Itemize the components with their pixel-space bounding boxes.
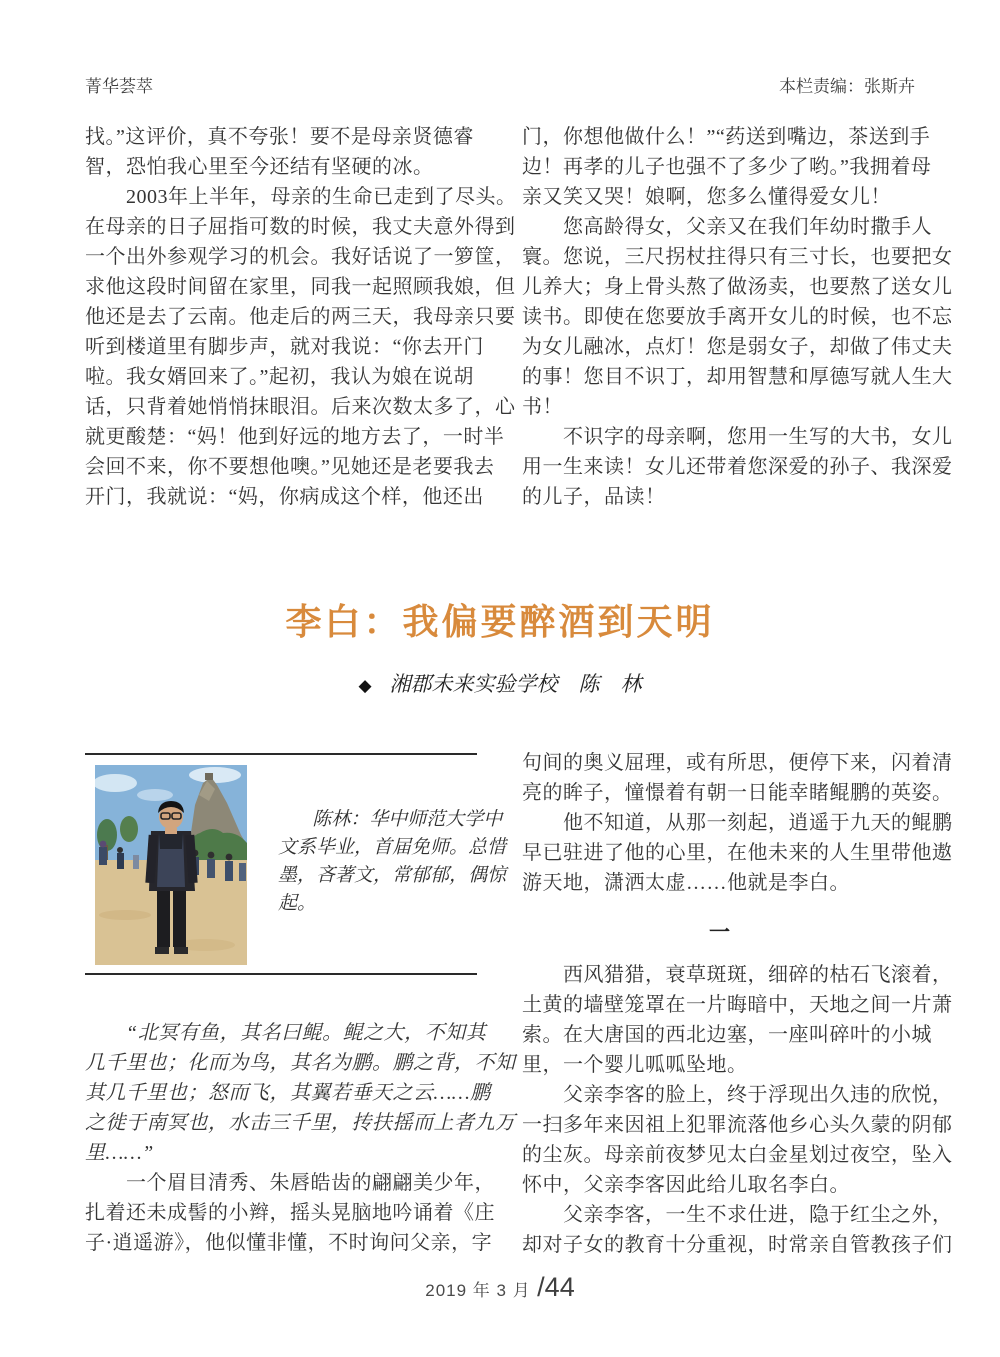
text-line: 儿养大；身上骨头熬了做汤卖，也要熬了送女儿 [522, 276, 953, 298]
text-line: 一扫多年来因祖上犯罪流落他乡心头久蒙的阴郁 [522, 1114, 953, 1136]
text-line: 父亲李客，一生不求仕进，隐于红尘之外， [522, 1204, 953, 1226]
text-line: 起。 [278, 893, 317, 914]
author-bio [278, 806, 507, 918]
text-line: 边！再孝的儿子也强不了多少了哟。”我拥着母 [522, 156, 932, 178]
text-line: 的事！您目不识丁，却用智慧和厚德写就人生大 [522, 366, 953, 388]
text-line: “北冥有鱼，其名曰鲲。鲲之大，不知其 [85, 1022, 487, 1044]
text-line: 扎着还未成髻的小辫，摇头晃脑地吟诵着《庄 [85, 1202, 495, 1224]
article-byline [0, 668, 1000, 698]
text-line: 为女儿融冰，点灯！您是弱女子，却做了伟丈夫 [522, 336, 953, 358]
page-footer [0, 1272, 1000, 1303]
text-line: 智，恐怕我心里至今还结有坚硬的冰。 [85, 156, 434, 178]
text-line: 他还是去了云南。他走后的两三天，我母亲只要 [85, 306, 516, 328]
text-line: 一个出外参观学习的机会。我好话说了一箩筐， [85, 246, 516, 268]
column-name: 菁华荟萃 [85, 77, 153, 96]
prev-article-right-column [522, 122, 953, 512]
article-left-quote [85, 1018, 516, 1168]
prev-article-left-column [85, 122, 517, 512]
text-line: 找。”这评价，真不夸张！要不是母亲贤德睿 [85, 126, 474, 148]
text-line: 怀中，父亲李客因此给儿取名李白。 [522, 1174, 850, 1196]
text-line: 门，你想他做什么！”“药送到嘴边，茶送到手 [522, 126, 931, 148]
text-line: 求他这段时间留在家里，同我一起照顾我娘，但 [85, 276, 516, 298]
text-line: 读书。即使在您要放手离开女儿的时候，也不忘 [522, 306, 953, 328]
text-line: 的儿子，品读！ [522, 486, 666, 508]
text-line: 亮的眸子，憧憬着有朝一日能幸睹鲲鹏的英姿。 [522, 782, 953, 804]
text-line: 子·逍遥游》，他似懂非懂，不时询问父亲，字 [85, 1232, 493, 1254]
text-line: 父亲李客的脸上，终于浮现出久违的欣悦， [522, 1084, 953, 1106]
article-left-body [85, 1168, 495, 1258]
text-line: 不识字的母亲啊，您用一生写的大书，女儿 [522, 426, 953, 448]
text-line: 之徙于南冥也，水击三千里，抟扶摇而上者九万 [85, 1112, 516, 1134]
text-line: 其几千里也；怒而飞，其翼若垂天之云……鹏 [85, 1082, 491, 1104]
text-line: 却对子女的教育十分重视，时常亲自管教孩子们 [522, 1234, 953, 1256]
text-line: 早已驻进了他的心里，在他未来的人生里带他遨 [522, 842, 953, 864]
diamond-icon: ◆ [358, 676, 372, 695]
byline-text: 湘郡未来实验学校 陈 林 [389, 672, 642, 696]
article-right-body-1 [522, 748, 953, 898]
page-number: /44 [537, 1272, 575, 1302]
text-line: 游天地，潇洒太虚……他就是李白。 [522, 872, 850, 894]
text-line: 几千里也；化而为鸟，其名为鹏。鹏之背，不知 [85, 1052, 516, 1074]
text-line: 就更酸楚：“妈！他到好远的地方去了，一时半 [85, 426, 505, 448]
text-line: 句间的奥义屈理，或有所思，便停下来，闪着清 [522, 752, 953, 774]
text-line: 开门，我就说：“妈，你病成这个样，他还出 [85, 486, 484, 508]
text-line: 您高龄得女，父亲又在我们年幼时撒手人 [522, 216, 932, 238]
editor-credit: 本栏责编：张斯卉 [779, 77, 915, 96]
text-line: 里，一个婴儿呱呱坠地。 [522, 1054, 748, 1076]
running-header [85, 72, 915, 96]
text-line: 用一生来读！女儿还带着您深爱的孙子、我深爱 [522, 456, 953, 478]
text-line: 亲又笑又哭！娘啊，您多么懂得爱女儿！ [522, 186, 891, 208]
text-line: 里……” [85, 1142, 154, 1164]
issue-date: 2019 年 3 月 [425, 1281, 531, 1300]
text-line: 土黄的墙壁笼罩在一片晦暗中，天地之间一片萧 [522, 994, 953, 1016]
author-photo [95, 765, 247, 965]
text-line: 会回不来，你不要想他噢。”见她还是老要我去 [85, 456, 495, 478]
text-line: 他不知道，从那一刻起，逍遥于九天的鲲鹏 [522, 812, 953, 834]
text-line: 话，只背着她悄悄抹眼泪。后来次数太多了，心 [85, 396, 516, 418]
bio-top-rule [85, 753, 477, 755]
text-line: 陈林：华中师范大学中 [312, 809, 503, 830]
bio-bottom-rule [85, 973, 477, 975]
text-line: 听到楼道里有脚步声，就对我说：“你去开门 [85, 336, 484, 358]
text-line: 索。在大唐国的西北边塞，一座叫碎叶的小城 [522, 1024, 932, 1046]
article-right-body-2 [522, 960, 953, 1260]
section-one-marker: 一 [709, 920, 730, 944]
text-line: 的尘灰。母亲前夜梦见太白金星划过夜空，坠入 [522, 1144, 953, 1166]
text-line: 2003年上半年，母亲的生命已走到了尽头。 [85, 186, 517, 208]
text-line: 啦。我女婿回来了。”起初，我认为娘在说胡 [85, 366, 474, 388]
article-title: 李白：我偏要醉酒到天明 [285, 602, 715, 642]
text-line: 在母亲的日子屈指可数的时候，我丈夫意外得到 [85, 216, 516, 238]
text-line: 西风猎猎，衰草斑斑，细碎的枯石飞滚着， [522, 964, 953, 986]
text-line: 文系毕业，首届免师。总惜 [278, 837, 507, 858]
text-line: 寰。您说，三尺拐杖拄得只有三寸长，也要把女 [522, 246, 953, 268]
text-line: 一个眉目清秀、朱唇皓齿的翩翩美少年， [85, 1172, 495, 1194]
text-line: 墨，吝著文，常郁郁，偶惊 [278, 865, 507, 886]
text-line: 书！ [522, 396, 563, 418]
